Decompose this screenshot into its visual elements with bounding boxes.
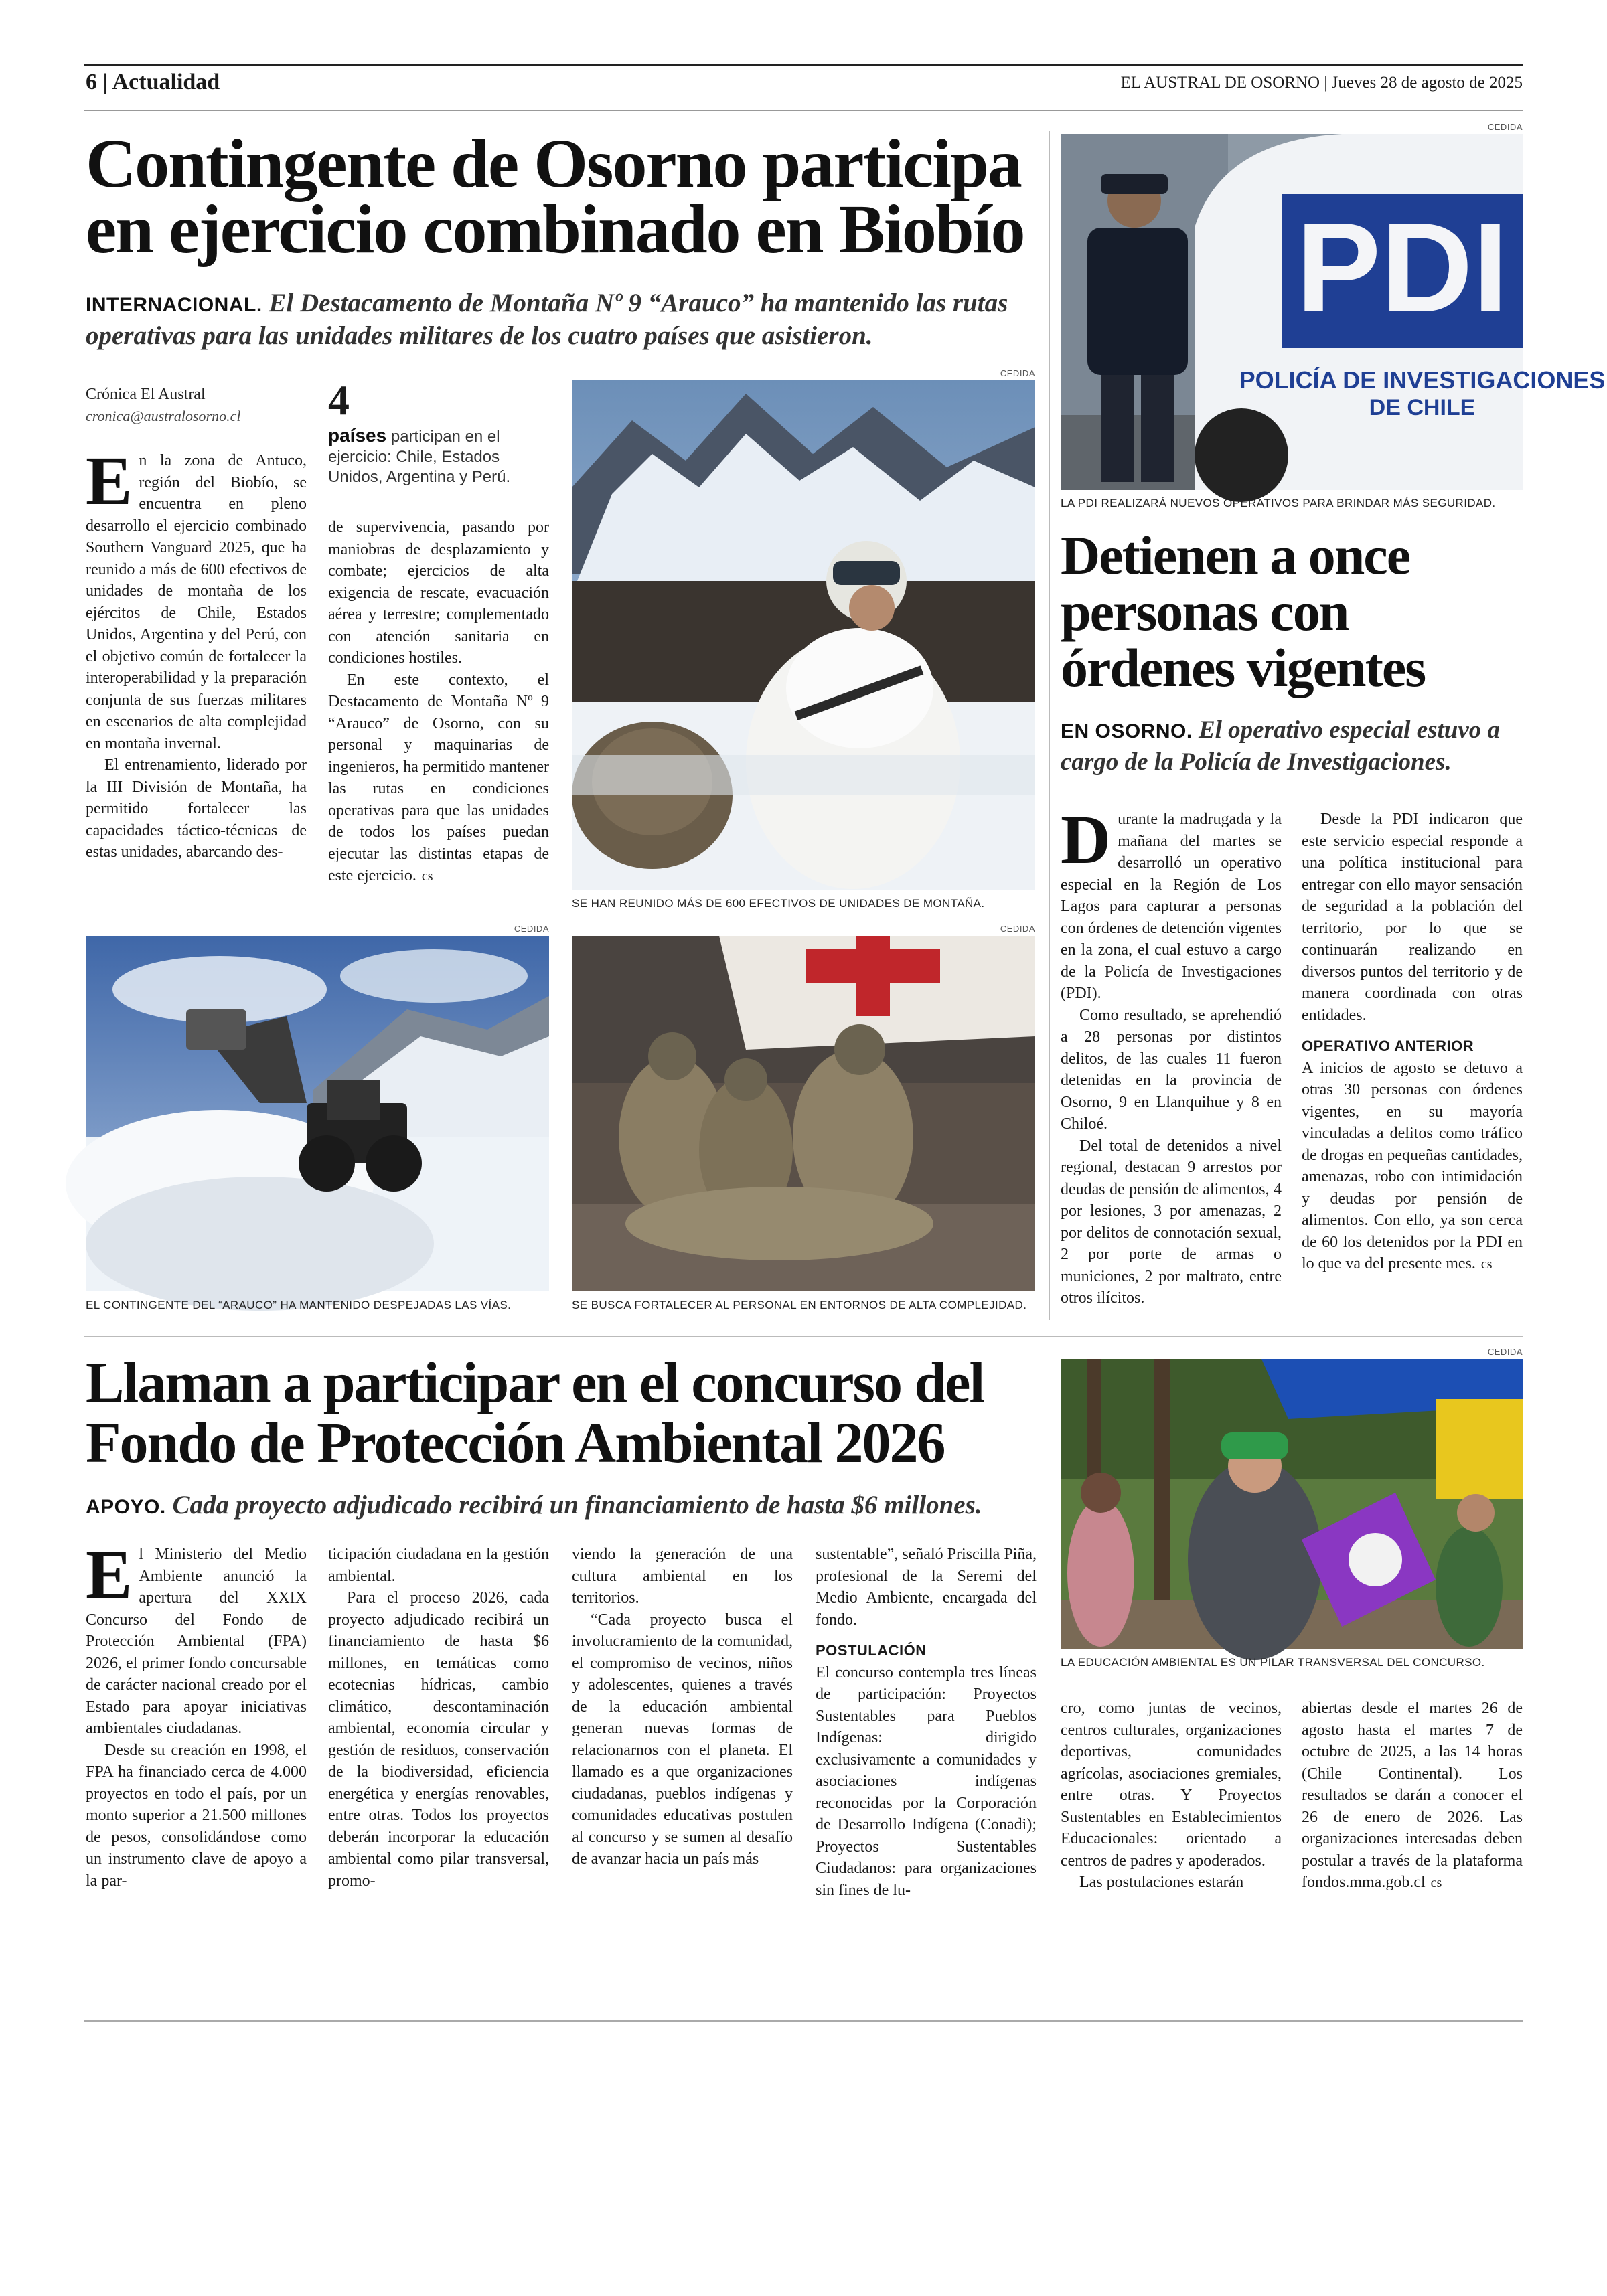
bottom-col1-p2: Desde su creación en 1998, el FPA ha financiado cerca de 4.000 proyectos en todo el país, por un monto superior a 21.500 millones de pesos, consolidándose como un instrumento clave de apoyo a la par-	[86, 1741, 307, 1890]
main-col2-p2	[328, 669, 549, 888]
bottom-column-5	[1061, 1698, 1282, 1894]
side-col1-p2: Como resultado, se aprehendió a 28 personas por distintos delitos, de las cuales 11 fueron detenidas en la provincia de Osorno, 9 en Llanquihue y 8 en Chiloé.	[1061, 1006, 1282, 1133]
bottom-col6-p1-text: abiertas desde el martes 26 de agosto hasta el martes 7 de octubre de 2025, a las 14 horas (Chile Continental). Los resultados se darán a conocer el 26 de enero de 2026. Las organizaciones interesadas deben postular a través de la plataforma fondos.mma.gob.cl	[1302, 1700, 1523, 1891]
side-col2-p2	[1302, 1058, 1523, 1276]
bottom-end-mark-icon: cs	[1430, 1876, 1442, 1890]
section-name: Actualidad	[112, 70, 220, 94]
bottom-column-2	[328, 1544, 549, 1892]
bottom-col6-p1	[1302, 1698, 1523, 1894]
byline-email: cronica@australosorno.cl	[86, 408, 241, 424]
side-headline	[1061, 527, 1523, 696]
main-kicker: INTERNACIONAL.	[86, 294, 262, 316]
end-mark-icon: cs	[421, 869, 433, 884]
byline	[86, 386, 307, 425]
issue-date: Jueves 28 de agosto de 2025	[1331, 74, 1523, 92]
side-col2-p2-text: A inicios de agosto se detuvo a otras 30 personas con órdenes vigentes, en su mayoría vinculadas a delitos como tráfico de drogas en pequeñas cantidades, amenazas, robo con intimidación y deudas por pensión de alimentos. Con ello, ya son cerca de 60 los detenidos por la PDI en lo que va del presente mes.	[1302, 1059, 1523, 1273]
stat-box	[328, 376, 549, 487]
bottom-column-4	[816, 1544, 1037, 1901]
newspaper-name: EL AUSTRAL DE OSORNO	[1120, 74, 1320, 92]
side-headline-line3: órdenes vigentes	[1061, 637, 1426, 698]
bottom-headline	[86, 1352, 1043, 1473]
pdi-photo-credit: CEDIDA	[1487, 122, 1523, 132]
newspaper-info	[1121, 74, 1523, 92]
side-bajada-text: El operativo especial estuvo a cargo de la Policía de Investigaciones.	[1061, 716, 1501, 776]
pdi-photo-caption: LA PDI REALIZARÁ NUEVOS OPERATIVOS PARA BRINDAR MÁS SEGURIDAD.	[1061, 497, 1496, 509]
main-col2-p1: de supervivencia, pasando por maniobras de desplazamiento y combate; ejercicios de alta exigencia de rescate, evacuación aérea y terrestre; complementado con atención sanitaria en condiciones hostiles.	[328, 519, 549, 667]
main-col1-p1	[86, 442, 307, 754]
side-column-1	[1061, 801, 1282, 1309]
photo2-credit: CEDIDA	[514, 924, 549, 934]
bottom-column-6	[1302, 1698, 1523, 1894]
bottom-subtitle	[86, 1490, 1050, 1523]
bottom-kicker: APOYO.	[86, 1496, 166, 1518]
bottom-column-3	[572, 1544, 793, 1870]
photo1-credit: CEDIDA	[1000, 368, 1035, 378]
bottom-column-1	[86, 1536, 307, 1892]
photo1-caption: SE HAN REUNIDO MÁS DE 600 EFECTIVOS DE UNIDADES DE MONTAÑA.	[572, 897, 985, 910]
bottom-col5-p2: Las postulaciones estarán	[1079, 1874, 1244, 1891]
side-subtitle	[1061, 715, 1523, 778]
photo-pdi-vehicle	[1061, 134, 1606, 490]
bottom-col5-p1: cro, como juntas de vecinos, centros culturales, organizaciones deportivas, comunidades agrícolas, asociaciones gremiales, entre otras. Y Proyectos Sustentables en Establecimientos Educacionales: orientado a centros de padres y apoderados.	[1061, 1700, 1282, 1870]
side-headline-line1: Detienen a once	[1061, 525, 1410, 586]
bottom-headline-line1: Llaman a participar en el concurso del	[86, 1350, 984, 1414]
bottom-col3-p2: “Cada proyecto busca el involucramiento de la comunidad, el compromiso de vecinos, niños y adolescentes, quienes a través de la educación ambiental generan nuevas formas de relacionarnos con el planeta. El llamado es a que organizaciones ciudadanas, pueblos indígenas y comunidades educativas postulen al concurso y se sumen al desafío de avanzar hacia un país más	[572, 1611, 793, 1868]
main-dropcap: E	[86, 442, 133, 519]
main-bajada-text: El Destacamento de Montaña Nº 9 “Arauco” ha mantenido las rutas operativas para las unidades militares de los cuatro países que asistieron.	[86, 289, 1008, 350]
photo-soldier-snow	[572, 380, 1035, 890]
stat-bold: países	[328, 425, 387, 446]
bottom-col3-p1: viendo la generación de una cultura ambiental en los territorios.	[572, 1546, 793, 1607]
photo2-caption: EL CONTINGENTE DEL “ARAUCO” HA MANTENIDO DESPEJADAS LAS VÍAS.	[86, 1299, 512, 1311]
bottom-col2-p1: ticipación ciudadana en la gestión ambiental.	[328, 1546, 549, 1585]
pdi-door-text-2: DE CHILE	[1369, 395, 1476, 420]
side-col2-p1: Desde la PDI indicaron que este servicio especial responde a una política institucional para entregar con ello mayor sensación de seguridad a la población del territorio, por lo que se continuarán realizando en diversos puntos del territorio y de manera coordinada con otras entidades.	[1302, 811, 1523, 1024]
vertical-divider	[1049, 131, 1050, 1320]
photo-medical-exercise	[572, 936, 1035, 1291]
header-date-separator: |	[1324, 74, 1332, 92]
page-bottom-rule	[84, 2020, 1523, 2022]
header-bottom-rule	[84, 110, 1523, 111]
header-separator: |	[102, 70, 112, 94]
side-end-mark-icon: cs	[1480, 1257, 1493, 1272]
byline-author: Crónica El Austral	[86, 386, 206, 403]
bottom-photo-credit: CEDIDA	[1487, 1347, 1523, 1357]
bottom-col1-p1-text: l Ministerio del Medio Ambiente anunció la apertura del XXIX Concurso del Fondo de Protección Ambiental (FPA) 2026, el primer fondo concursable de carácter nacional creado por el Estado para apoyar iniciativas ambientales ciudadanas.	[86, 1546, 307, 1737]
main-headline	[86, 125, 1043, 268]
photo-pdi-vehicle-image	[1061, 134, 1606, 490]
side-kicker: EN OSORNO.	[1061, 720, 1193, 742]
pdi-door-text-1: POLICÍA DE INVESTIGACIONES	[1239, 366, 1606, 394]
photo-environmental-education	[1061, 1359, 1523, 1649]
side-subhead: OPERATIVO ANTERIOR	[1302, 1038, 1474, 1054]
bottom-headline-line2: Fondo de Protección Ambiental 2026	[86, 1410, 945, 1475]
stat-text: participan en el ejercicio: Chile, Estados Unidos, Argentina y Perú.	[328, 428, 511, 486]
photo-medical-exercise-image	[572, 936, 1035, 1291]
bottom-dropcap: E	[86, 1536, 133, 1613]
stat-number: 4	[328, 376, 350, 424]
side-dropcap: D	[1061, 801, 1112, 878]
bottom-col1-p1	[86, 1536, 307, 1740]
main-col1-p2: El entrenamiento, liderado por la III División de Montaña, ha permitido fortalecer las capacidades táctico-técnicas de estas unidades, abarcando des-	[86, 756, 307, 861]
photo-environmental-education-image	[1061, 1359, 1523, 1649]
main-headline-line2: en ejercicio combinado en Biobío	[86, 191, 1024, 268]
stat-description	[328, 426, 549, 487]
page-section	[86, 70, 220, 95]
main-col2-p2-text: En este contexto, el Destacamento de Montaña Nº 9 “Arauco” de Osorno, con su personal y maquinarias de ingenieros, ha permitido mantener las rutas en condiciones operativas para que las unidades de todos los países puedan ejecutar las distintas etapas de este ejercicio.	[328, 671, 549, 884]
main-column-2	[328, 517, 549, 888]
photo3-credit: CEDIDA	[1000, 924, 1035, 934]
bottom-col4-p1: sustentable”, señaló Priscilla Piña, profesional de la Seremi del Medio Ambiente, encargada del fondo.	[816, 1546, 1037, 1629]
header-top-rule	[84, 64, 1523, 66]
bottom-photo-caption: LA EDUCACIÓN AMBIENTAL ES UN PILAR TRANSVERSAL DEL CONCURSO.	[1061, 1656, 1485, 1669]
side-col1-p1	[1061, 801, 1282, 1005]
section-divider	[84, 1336, 1523, 1337]
main-headline-line1: Contingente de Osorno participa	[86, 125, 1021, 202]
side-headline-line2: personas con	[1061, 581, 1349, 642]
page-number: 6	[86, 70, 97, 94]
bottom-bajada-text: Cada proyecto adjudicado recibirá un financiamiento de hasta $6 millones.	[172, 1491, 982, 1520]
photo-front-loader	[86, 936, 549, 1291]
main-subtitle	[86, 288, 1043, 351]
photo-front-loader-image	[86, 936, 549, 1291]
main-col1-p1-text: n la zona de Antuco, región del Biobío, se encuentra en pleno desarrollo el ejercicio combinado Southern Vanguard 2025, que ha reunido a más de 600 efectivos de unidades de montaña de los ejércitos de Chile, Estados Unidos, Argentina y del Perú, con el objetivo común de fortalecer la interoperabilidad y la preparación conjunta de sus fuerzas militares en escenarios de alta complejidad en montaña invernal.	[86, 452, 307, 752]
pdi-vehicle-text: PDI	[1296, 197, 1509, 339]
bottom-col4-p2: El concurso contempla tres líneas de participación: Proyectos Sustentables para Pueblos Indígenas: dirigido exclusivamente a comunidades y asociaciones indígenas reconocidas por la Corporación de Desarrollo Indígena (Conadi); Proyectos Sustentables Ciudadanos: para organizaciones sin fines de lu-	[816, 1663, 1037, 1899]
bottom-col2-p2: Para el proceso 2026, cada proyecto adjudicado recibirá un financiamiento de hasta $6 millones, en temáticas como ecotecnias hídricas, cambio climático, descontaminación ambiental, economía circular y gestión de residuos, conservación de la biodiversidad, eficiencia energética y energías renovables, entre otras. Todos los proyectos deberán incorporar la educación ambiental como pilar transversal, promo-	[328, 1589, 549, 1890]
photo3-caption: SE BUSCA FORTALECER AL PERSONAL EN ENTORNOS DE ALTA COMPLEJIDAD.	[572, 1299, 1027, 1311]
side-col1-p3: Del total de detenidos a nivel regional, destacan 9 arrestos por deudas de pensión de alimentos, 4 por lesiones, 3 por amenazas, 2 por delitos de connotación sexual, 2 por porte de armas o municiones, 2 por maltrato, entre otros ilícitos.	[1061, 1137, 1282, 1307]
side-col1-p1-text: urante la madrugada y la mañana del martes se desarrolló un operativo especial en la Región de Los Lagos para capturar a personas con órdenes de detención vigentes en la zona, el cual estuvo a cargo de la Policía de Investigaciones (PDI).	[1061, 811, 1282, 1002]
side-column-2	[1302, 809, 1523, 1276]
main-column-1	[86, 442, 307, 864]
bottom-subhead: POSTULACIÓN	[816, 1642, 927, 1659]
photo-soldier-snow-image	[572, 380, 1035, 890]
